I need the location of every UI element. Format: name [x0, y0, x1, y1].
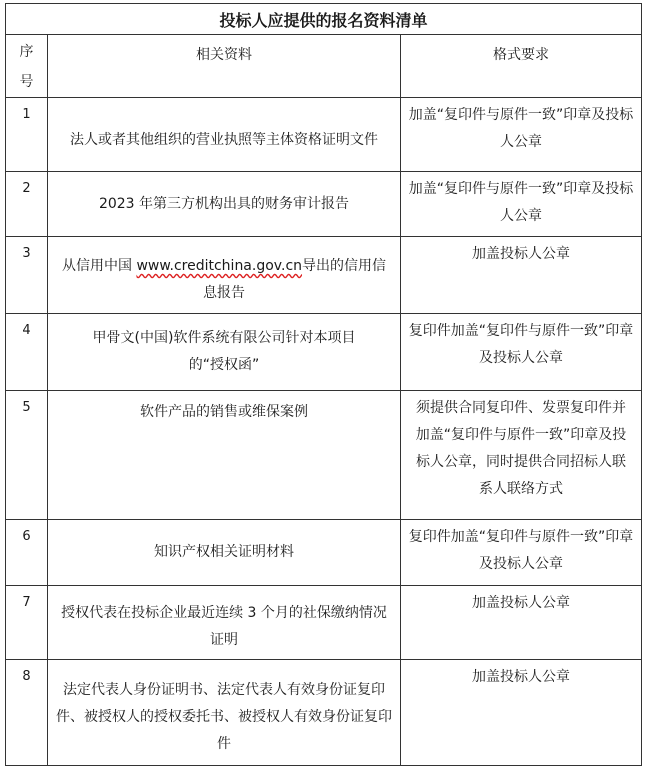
row-format: 须提供合同复印件、发票复印件并加盖“复印件与原件一致”印章及投标人公章，同时提供合同招标人联系人联络方式 — [401, 391, 642, 520]
header-seq-line2: 号 — [19, 74, 34, 90]
row-format: 加盖投标人公章 — [401, 660, 642, 766]
row-number: 7 — [6, 586, 48, 660]
row-material: 授权代表在投标企业最近连续 3 个月的社保缴纳情况证明 — [48, 586, 401, 660]
table-row — [6, 237, 642, 314]
row-format: 加盖“复印件与原件一致”印章及投标人公章 — [401, 98, 642, 172]
header-row — [6, 35, 642, 98]
table-row — [6, 586, 642, 660]
row-number: 6 — [6, 520, 48, 586]
table-row — [6, 314, 642, 391]
header-material: 相关资料 — [48, 35, 401, 98]
row-format: 加盖投标人公章 — [401, 586, 642, 660]
row-number: 2 — [6, 172, 48, 237]
row-number: 4 — [6, 314, 48, 391]
row-number: 3 — [6, 237, 48, 314]
table-row — [6, 98, 642, 172]
table-row — [6, 660, 642, 766]
row-material-text: 导出的信用信息报告 — [203, 258, 387, 301]
header-seq — [6, 35, 48, 98]
table-title-row — [6, 4, 642, 35]
header-format: 格式要求 — [401, 35, 642, 98]
table-row — [6, 391, 642, 520]
row-format: 加盖“复印件与原件一致”印章及投标人公章 — [401, 172, 642, 237]
table-row — [6, 520, 642, 586]
row-format: 复印件加盖“复印件与原件一致”印章及投标人公章 — [401, 314, 642, 391]
row-number: 5 — [6, 391, 48, 520]
row-material: 法定代表人身份证明书、法定代表人有效身份证复印件、被授权人的授权委托书、被授权人有效身份证复印件 — [48, 660, 401, 766]
row-material: 2023 年第三方机构出具的财务审计报告 — [48, 172, 401, 237]
row-number: 8 — [6, 660, 48, 766]
row-format: 加盖投标人公章 — [401, 237, 642, 314]
row-material — [48, 237, 401, 314]
registration-materials-table — [5, 3, 642, 766]
row-material-text: 从信用中国 — [61, 258, 137, 274]
row-material: 甲骨文(中国)软件系统有限公司针对本项目的“授权函” — [48, 314, 401, 391]
row-number: 1 — [6, 98, 48, 172]
creditchina-link-text: www.creditchina.gov.cn — [136, 258, 303, 274]
table-row — [6, 172, 642, 237]
table-title: 投标人应提供的报名资料清单 — [6, 4, 642, 35]
header-seq-line1: 序 — [19, 44, 34, 60]
row-material: 软件产品的销售或维保案例 — [48, 391, 401, 520]
row-material: 法人或者其他组织的营业执照等主体资格证明文件 — [48, 98, 401, 172]
row-format: 复印件加盖“复印件与原件一致”印章及投标人公章 — [401, 520, 642, 586]
row-material: 知识产权相关证明材料 — [48, 520, 401, 586]
